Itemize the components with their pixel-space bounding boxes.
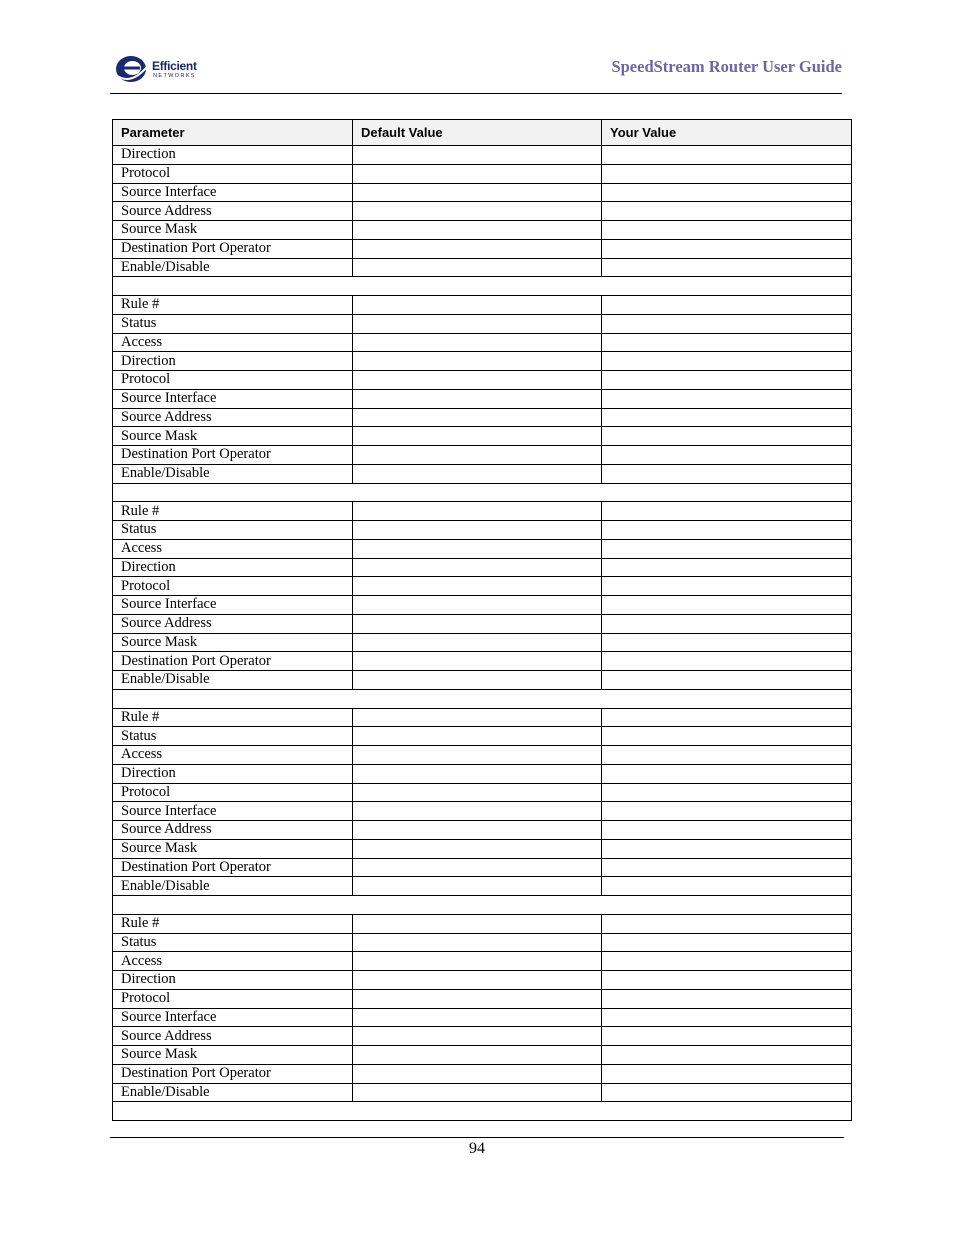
- parameter-cell: Protocol: [113, 164, 353, 183]
- logo-wordmark: Efficient: [152, 59, 197, 73]
- table-row: [113, 914, 852, 933]
- default-value-cell: [353, 183, 602, 202]
- default-value-cell: [353, 389, 602, 408]
- parameter-cell: Rule #: [113, 708, 353, 727]
- your-value-cell[interactable]: [602, 727, 852, 746]
- default-value-cell: [353, 839, 602, 858]
- parameter-cell: Source Address: [113, 614, 353, 633]
- default-value-cell: [353, 239, 602, 258]
- parameter-cell: Source Mask: [113, 1046, 353, 1065]
- table-row: [113, 671, 852, 690]
- default-value-cell: [353, 652, 602, 671]
- parameter-cell: Access: [113, 746, 353, 765]
- your-value-cell[interactable]: [602, 146, 852, 165]
- your-value-cell[interactable]: [602, 652, 852, 671]
- parameter-cell: Enable/Disable: [113, 464, 353, 483]
- table-row: [113, 971, 852, 990]
- your-value-cell[interactable]: [602, 746, 852, 765]
- default-value-cell: [353, 146, 602, 165]
- default-value-cell: [353, 802, 602, 821]
- your-value-cell[interactable]: [602, 352, 852, 371]
- parameter-cell: Status: [113, 521, 353, 540]
- your-value-cell[interactable]: [602, 239, 852, 258]
- default-value-cell: [353, 877, 602, 896]
- default-value-cell: [353, 427, 602, 446]
- table-row: [113, 558, 852, 577]
- default-value-cell: [353, 577, 602, 596]
- parameter-cell: Direction: [113, 971, 353, 990]
- your-value-cell[interactable]: [602, 989, 852, 1008]
- your-value-cell[interactable]: [602, 952, 852, 971]
- table-row: [113, 502, 852, 521]
- parameter-cell: Rule #: [113, 914, 353, 933]
- default-value-cell: [353, 989, 602, 1008]
- default-value-cell: [353, 558, 602, 577]
- your-value-cell[interactable]: [602, 558, 852, 577]
- your-value-cell[interactable]: [602, 877, 852, 896]
- your-value-cell[interactable]: [602, 221, 852, 240]
- table-row: [113, 521, 852, 540]
- default-value-cell: [353, 408, 602, 427]
- table-row: [113, 746, 852, 765]
- parameter-cell: Enable/Disable: [113, 258, 353, 277]
- your-value-cell[interactable]: [602, 408, 852, 427]
- default-value-cell: [353, 783, 602, 802]
- table-row: [113, 446, 852, 465]
- parameter-cell: Enable/Disable: [113, 877, 353, 896]
- table-row: [113, 839, 852, 858]
- parameter-cell: Source Interface: [113, 596, 353, 615]
- parameter-cell: Rule #: [113, 502, 353, 521]
- default-value-cell: [353, 746, 602, 765]
- default-value-cell: [353, 708, 602, 727]
- parameter-cell: Enable/Disable: [113, 671, 353, 690]
- default-value-cell: [353, 633, 602, 652]
- spacer-cell: [113, 277, 852, 296]
- default-value-cell: [353, 296, 602, 315]
- your-value-cell[interactable]: [602, 371, 852, 390]
- parameter-cell: Direction: [113, 146, 353, 165]
- default-value-cell: [353, 1046, 602, 1065]
- parameter-cell: Destination Port Operator: [113, 858, 353, 877]
- your-value-cell[interactable]: [602, 258, 852, 277]
- parameter-cell: Access: [113, 333, 353, 352]
- your-value-cell[interactable]: [602, 389, 852, 408]
- parameter-cell: Access: [113, 952, 353, 971]
- your-value-cell[interactable]: [602, 764, 852, 783]
- your-value-cell[interactable]: [602, 464, 852, 483]
- logo-e-icon: [114, 53, 152, 85]
- default-value-cell: [353, 352, 602, 371]
- table-row: [113, 333, 852, 352]
- spacer-cell: [113, 896, 852, 915]
- table-row: [113, 802, 852, 821]
- table-row: [113, 314, 852, 333]
- default-value-cell: [353, 764, 602, 783]
- table-row: [113, 652, 852, 671]
- table-row: [113, 1083, 852, 1102]
- table-row: [113, 614, 852, 633]
- default-value-cell: [353, 164, 602, 183]
- your-value-cell[interactable]: [602, 933, 852, 952]
- table-row: [113, 858, 852, 877]
- table-row: [113, 708, 852, 727]
- parameter-cell: Protocol: [113, 577, 353, 596]
- column-header-parameter: Parameter: [113, 120, 353, 146]
- table-row: [113, 202, 852, 221]
- parameter-cell: Destination Port Operator: [113, 652, 353, 671]
- default-value-cell: [353, 333, 602, 352]
- spacer-cell: [113, 483, 852, 502]
- parameter-cell: Direction: [113, 352, 353, 371]
- default-value-cell: [353, 202, 602, 221]
- default-value-cell: [353, 371, 602, 390]
- table-row: [113, 352, 852, 371]
- parameter-cell: Protocol: [113, 783, 353, 802]
- parameter-cell: Status: [113, 933, 353, 952]
- parameter-cell: Source Mask: [113, 221, 353, 240]
- your-value-cell[interactable]: [602, 633, 852, 652]
- table-row: [113, 1046, 852, 1065]
- default-value-cell: [353, 1027, 602, 1046]
- default-value-cell: [353, 821, 602, 840]
- parameter-cell: Rule #: [113, 296, 353, 315]
- table-row: [113, 427, 852, 446]
- table-header-row: [113, 120, 852, 146]
- your-value-cell[interactable]: [602, 708, 852, 727]
- your-value-cell[interactable]: [602, 1008, 852, 1027]
- default-value-cell: [353, 614, 602, 633]
- table-row: [113, 239, 852, 258]
- parameter-cell: Source Interface: [113, 183, 353, 202]
- table-row: [113, 464, 852, 483]
- parameters-table: [112, 119, 852, 1121]
- parameter-cell: Source Mask: [113, 633, 353, 652]
- parameter-cell: Protocol: [113, 371, 353, 390]
- table-row: [113, 296, 852, 315]
- table-row: [113, 633, 852, 652]
- default-value-cell: [353, 464, 602, 483]
- your-value-cell[interactable]: [602, 1083, 852, 1102]
- logo-subtext: NETWORKS: [153, 73, 196, 79]
- your-value-cell[interactable]: [602, 821, 852, 840]
- parameter-cell: Protocol: [113, 989, 353, 1008]
- default-value-cell: [353, 221, 602, 240]
- table-row: [113, 989, 852, 1008]
- column-header-default-value: Default Value: [353, 120, 602, 146]
- default-value-cell: [353, 914, 602, 933]
- page-header: [110, 48, 842, 94]
- your-value-cell[interactable]: [602, 614, 852, 633]
- parameter-cell: Status: [113, 727, 353, 746]
- default-value-cell: [353, 952, 602, 971]
- default-value-cell: [353, 1083, 602, 1102]
- your-value-cell[interactable]: [602, 671, 852, 690]
- table-row: [113, 1027, 852, 1046]
- table-row: [113, 408, 852, 427]
- parameter-cell: Source Address: [113, 408, 353, 427]
- your-value-cell[interactable]: [602, 202, 852, 221]
- parameter-cell: Destination Port Operator: [113, 1064, 353, 1083]
- your-value-cell[interactable]: [602, 521, 852, 540]
- parameter-cell: Destination Port Operator: [113, 446, 353, 465]
- header-divider: [110, 93, 842, 94]
- table-row: [113, 183, 852, 202]
- your-value-cell[interactable]: [602, 914, 852, 933]
- parameter-cell: Direction: [113, 764, 353, 783]
- your-value-cell[interactable]: [602, 183, 852, 202]
- footer-divider: [110, 1137, 844, 1138]
- document-title: SpeedStream Router User Guide: [611, 57, 842, 76]
- default-value-cell: [353, 539, 602, 558]
- table-row: [113, 539, 852, 558]
- your-value-cell[interactable]: [602, 1046, 852, 1065]
- table-row: [113, 877, 852, 896]
- default-value-cell: [353, 933, 602, 952]
- parameter-cell: Source Address: [113, 1027, 353, 1046]
- your-value-cell[interactable]: [602, 577, 852, 596]
- your-value-cell[interactable]: [602, 502, 852, 521]
- table-row: [113, 764, 852, 783]
- table-row: [113, 596, 852, 615]
- table-row: [113, 727, 852, 746]
- your-value-cell[interactable]: [602, 783, 852, 802]
- table-spacer-row: [113, 896, 852, 915]
- page-number: 94: [469, 1140, 485, 1157]
- table-body: [113, 146, 852, 1121]
- parameter-cell: Destination Port Operator: [113, 239, 353, 258]
- table-row: [113, 389, 852, 408]
- table-row: [113, 258, 852, 277]
- default-value-cell: [353, 596, 602, 615]
- spacer-cell: [113, 689, 852, 708]
- table-spacer-row: [113, 277, 852, 296]
- efficient-networks-logo: [114, 53, 214, 85]
- parameter-cell: Source Mask: [113, 839, 353, 858]
- parameter-cell: Source Mask: [113, 427, 353, 446]
- parameter-cell: Source Address: [113, 202, 353, 221]
- parameter-cell: Source Interface: [113, 389, 353, 408]
- parameter-cell: Access: [113, 539, 353, 558]
- your-value-cell[interactable]: [602, 314, 852, 333]
- your-value-cell[interactable]: [602, 296, 852, 315]
- default-value-cell: [353, 502, 602, 521]
- default-value-cell: [353, 1008, 602, 1027]
- table-row: [113, 1008, 852, 1027]
- table-row: [113, 146, 852, 165]
- table-row: [113, 933, 852, 952]
- your-value-cell[interactable]: [602, 164, 852, 183]
- table-spacer-row: [113, 1102, 852, 1121]
- table-row: [113, 164, 852, 183]
- your-value-cell[interactable]: [602, 333, 852, 352]
- parameter-cell: Direction: [113, 558, 353, 577]
- default-value-cell: [353, 521, 602, 540]
- default-value-cell: [353, 258, 602, 277]
- parameter-cell: Source Address: [113, 821, 353, 840]
- table-row: [113, 577, 852, 596]
- your-value-cell[interactable]: [602, 858, 852, 877]
- table-row: [113, 783, 852, 802]
- parameter-cell: Status: [113, 314, 353, 333]
- spacer-cell: [113, 1102, 852, 1121]
- default-value-cell: [353, 858, 602, 877]
- default-value-cell: [353, 671, 602, 690]
- your-value-cell[interactable]: [602, 427, 852, 446]
- your-value-cell[interactable]: [602, 971, 852, 990]
- table-row: [113, 821, 852, 840]
- your-value-cell[interactable]: [602, 1064, 852, 1083]
- default-value-cell: [353, 727, 602, 746]
- parameter-cell: Source Interface: [113, 802, 353, 821]
- your-value-cell[interactable]: [602, 1027, 852, 1046]
- default-value-cell: [353, 314, 602, 333]
- parameter-cell: Enable/Disable: [113, 1083, 353, 1102]
- your-value-cell[interactable]: [602, 446, 852, 465]
- table-spacer-row: [113, 483, 852, 502]
- your-value-cell[interactable]: [602, 802, 852, 821]
- table-row: [113, 221, 852, 240]
- column-header-your-value: Your Value: [602, 120, 852, 146]
- default-value-cell: [353, 971, 602, 990]
- table-row: [113, 371, 852, 390]
- parameter-cell: Source Interface: [113, 1008, 353, 1027]
- default-value-cell: [353, 1064, 602, 1083]
- your-value-cell[interactable]: [602, 596, 852, 615]
- table-row: [113, 1064, 852, 1083]
- your-value-cell[interactable]: [602, 539, 852, 558]
- table-spacer-row: [113, 689, 852, 708]
- default-value-cell: [353, 446, 602, 465]
- your-value-cell[interactable]: [602, 839, 852, 858]
- table-row: [113, 952, 852, 971]
